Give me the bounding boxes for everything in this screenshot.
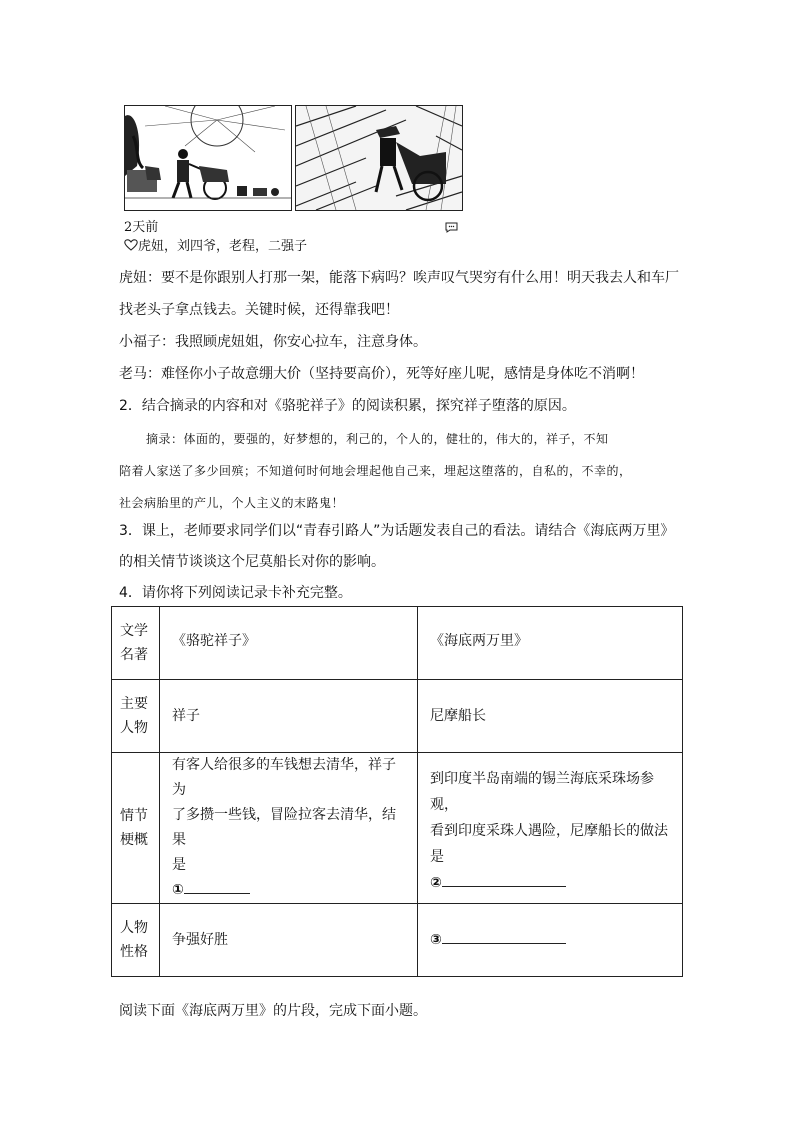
question-3-line2: 的相关情节谈谈这个尼莫船长对你的影响。 (119, 554, 385, 570)
comment-laoma: 老马：难怪你小子故意绷大价（坚持要高价），死等好座儿呢，感情是身体吃不消啊！ (119, 366, 644, 382)
likes-names: 虎妞，刘四爷，老程，二强子 (138, 239, 308, 254)
table-row (112, 607, 683, 680)
excerpt-line2: 陪着人家送了多少回殡；不知道何时何地会埋起他自己来，埋起这堕落的，自私的，不幸的， (119, 464, 632, 478)
table-row (112, 904, 683, 977)
heart-icon[interactable] (124, 239, 138, 255)
illustration-rickshaw-sun (124, 105, 292, 211)
cell-personality-1: 争强好胜 (160, 904, 418, 977)
table-row (112, 680, 683, 753)
row-label-character: 主要 人物 (112, 680, 160, 753)
answer-blank-3[interactable] (442, 929, 566, 944)
comment-icon[interactable] (445, 218, 458, 229)
cell-book-1: 《骆驼祥子》 (160, 607, 418, 680)
excerpt-line3: 社会病胎里的产儿，个人主义的末路鬼！ (119, 496, 345, 510)
question-3-line1: 3．课上，老师要求同学们以“青春引路人”为话题发表自己的看法。请结合《海底两万里》 (119, 523, 675, 539)
comment-huniu-line1: 虎妞：要不是你跟别人打那一架，能落下病吗？唉声叹气哭穷有什么用！明天我去人和车厂 (119, 270, 679, 286)
answer-blank-2[interactable] (442, 872, 566, 887)
likes-row (124, 235, 307, 255)
comment-huniu-line2: 找老头子拿点钱去。关键时候，还得靠我吧！ (119, 302, 399, 318)
cell-plot-2: 到印度半岛南端的锡兰海底采珠场参观， 看到印度采珠人遇险，尼摩船长的做法是 ② (418, 753, 683, 904)
reading-record-card (111, 606, 683, 977)
row-label-title: 文学 名著 (112, 607, 160, 680)
row-label-plot: 情节 梗概 (112, 753, 160, 904)
comment-xiaofuzi: 小福子：我照顾虎妞姐，你安心拉车，注意身体。 (119, 334, 427, 350)
cell-plot-1: 有客人给很多的车钱想去清华，祥子为 了多攒一些钱，冒险拉客去清华，结果 是 ① (160, 753, 418, 904)
reading-instruction: 阅读下面《海底两万里》的片段，完成下面小题。 (119, 1003, 427, 1019)
cell-personality-2: ③ (418, 904, 683, 977)
excerpt-line1: 摘录：体面的，要强的，好梦想的，利己的，个人的，健壮的，伟大的，祥子，不知 (146, 432, 609, 446)
cell-character-2: 尼摩船长 (418, 680, 683, 753)
cell-character-1: 祥子 (160, 680, 418, 753)
question-4: 4．请你将下列阅读记录卡补充完整。 (119, 585, 352, 601)
row-label-personality: 人物 性格 (112, 904, 160, 977)
cell-book-2: 《海底两万里》 (418, 607, 683, 680)
table-row (112, 753, 683, 904)
post-time: 2天前 (124, 220, 159, 235)
answer-blank-1[interactable] (184, 879, 250, 894)
question-2: 2．结合摘录的内容和对《骆驼祥子》的阅读积累，探究祥子堕落的原因。 (119, 398, 576, 414)
illustration-rickshaw-rain (295, 105, 463, 211)
